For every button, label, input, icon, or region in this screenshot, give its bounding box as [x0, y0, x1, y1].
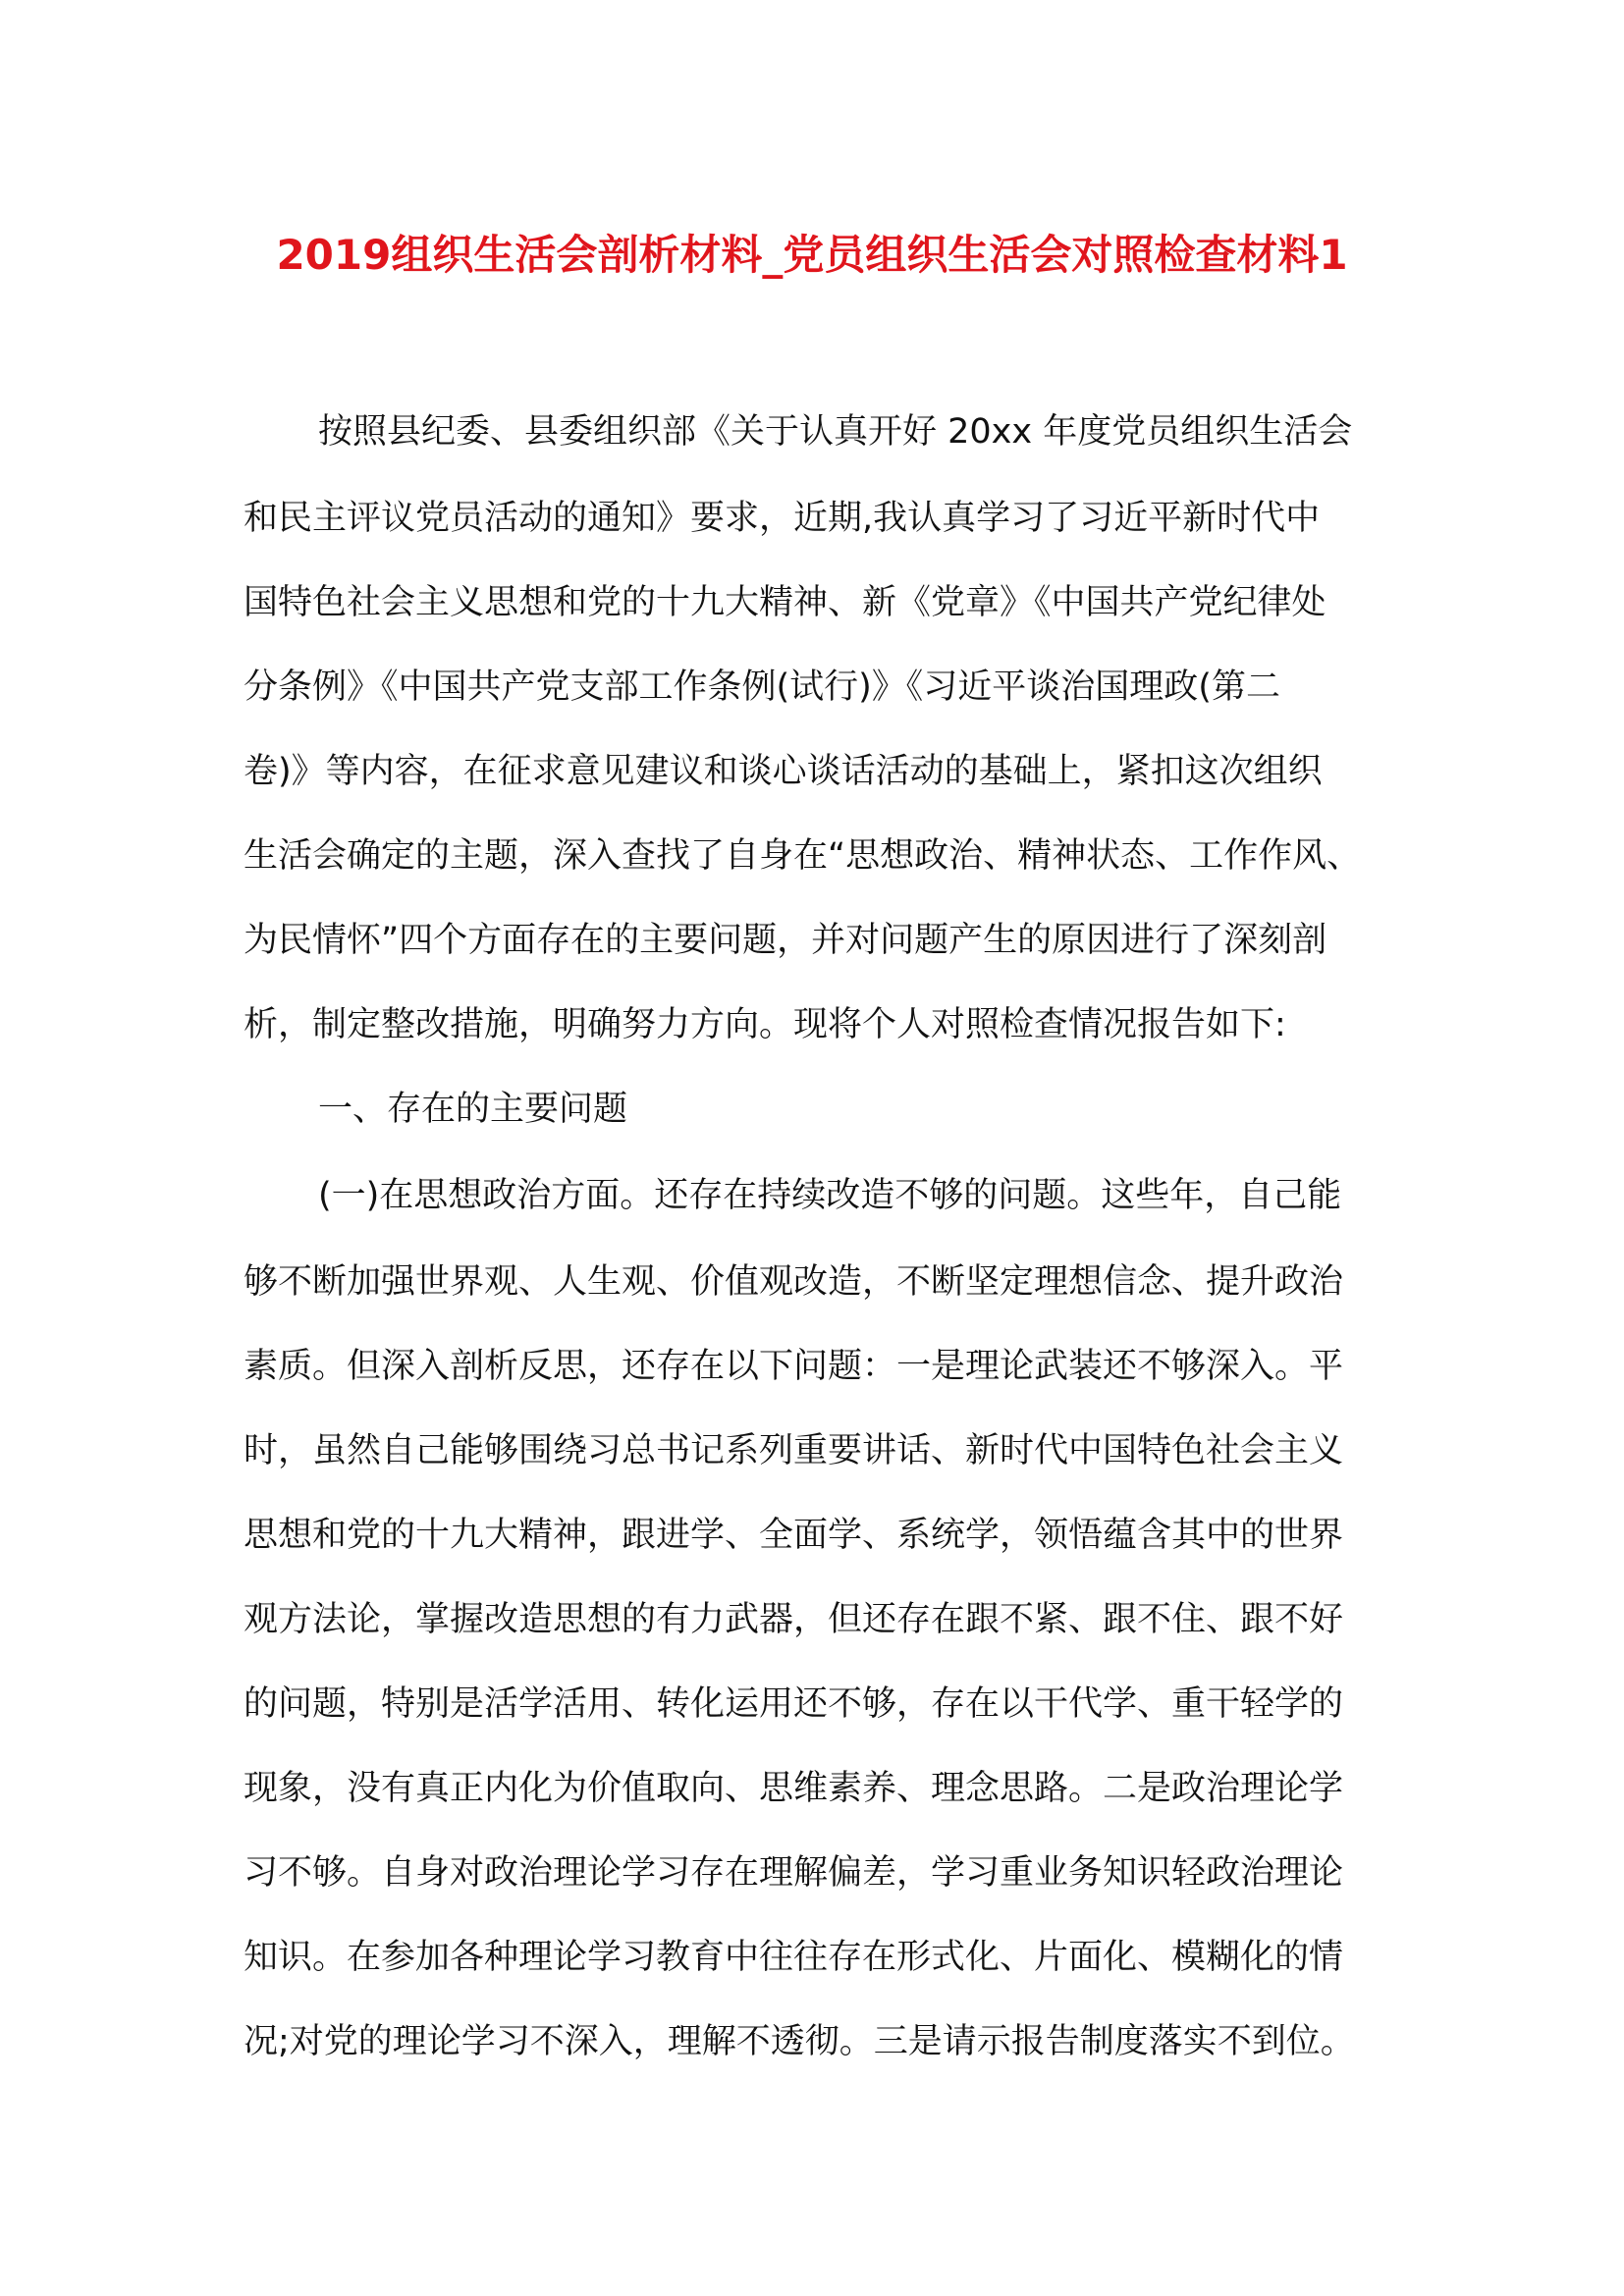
paragraph-line: 生活会确定的主题，深入查找了自身在“思想政治、精神状态、工作作风、: [244, 836, 1362, 876]
paragraph-line: 的问题，特别是活学活用、转化运用还不够，存在以干代学、重干轻学的: [244, 1684, 1344, 1724]
paragraph-line: 观方法论，掌握改造思想的有力武器，但还存在跟不紧、跟不住、跟不好: [244, 1600, 1344, 1639]
paragraph-line: 为民情怀”四个方面存在的主要问题，并对问题产生的原因进行了深刻剖: [244, 921, 1327, 960]
paragraph-line: 况;对党的理论学习不深入，理解不透彻。三是请示报告制度落实不到位。: [244, 2022, 1355, 2061]
paragraph-line: 和民主评议党员活动的通知》要求，近期,我认真学习了习近平新时代中: [244, 499, 1321, 538]
paragraph-line: 国特色社会主义思想和党的十九大精神、新《党章》《中国共产党纪律处: [244, 583, 1326, 622]
paragraph-line: (一)在思想政治方面。还存在持续改造不够的问题。这些年，自己能: [318, 1176, 1342, 1215]
paragraph-line: 够不断加强世界观、人生观、价值观改造，不断坚定理想信念、提升政治: [244, 1262, 1344, 1302]
paragraph-line: 时，虽然自己能够围绕习总书记系列重要讲话、新时代中国特色社会主义: [244, 1431, 1344, 1470]
document-title: 2019组织生活会剖析材料_党员组织生活会对照检查材料1: [276, 231, 1348, 279]
paragraph-line: 习不够。自身对政治理论学习存在理解偏差，学习重业务知识轻政治理论: [244, 1853, 1344, 1893]
paragraph-line: 知识。在参加各种理论学习教育中往往存在形式化、片面化、模糊化的情: [244, 1938, 1344, 1977]
paragraph-line: 按照县纪委、县委组织部《关于认真开好 20xx 年度党员组织生活会: [318, 412, 1353, 452]
paragraph-line: 卷)》等内容，在征求意见建议和谈心谈话活动的基础上，紧扣这次组织: [244, 752, 1323, 791]
paragraph-line: 素质。但深入剖析反思，还存在以下问题：一是理论武装还不够深入。平: [244, 1347, 1344, 1386]
paragraph-line: 分条例》《中国共产党支部工作条例(试行)》《习近平谈治国理政(第二: [244, 667, 1280, 707]
paragraph-line: 思想和党的十九大精神，跟进学、全面学、系统学，领悟蕴含其中的世界: [244, 1516, 1344, 1555]
paragraph-line: 析，制定整改措施，明确努力方向。现将个人对照检查情况报告如下:: [244, 1005, 1286, 1044]
section-heading: 一、存在的主要问题: [318, 1090, 628, 1129]
paragraph-line: 现象，没有真正内化为价值取向、思维素养、理念思路。二是政治理论学: [244, 1769, 1344, 1808]
